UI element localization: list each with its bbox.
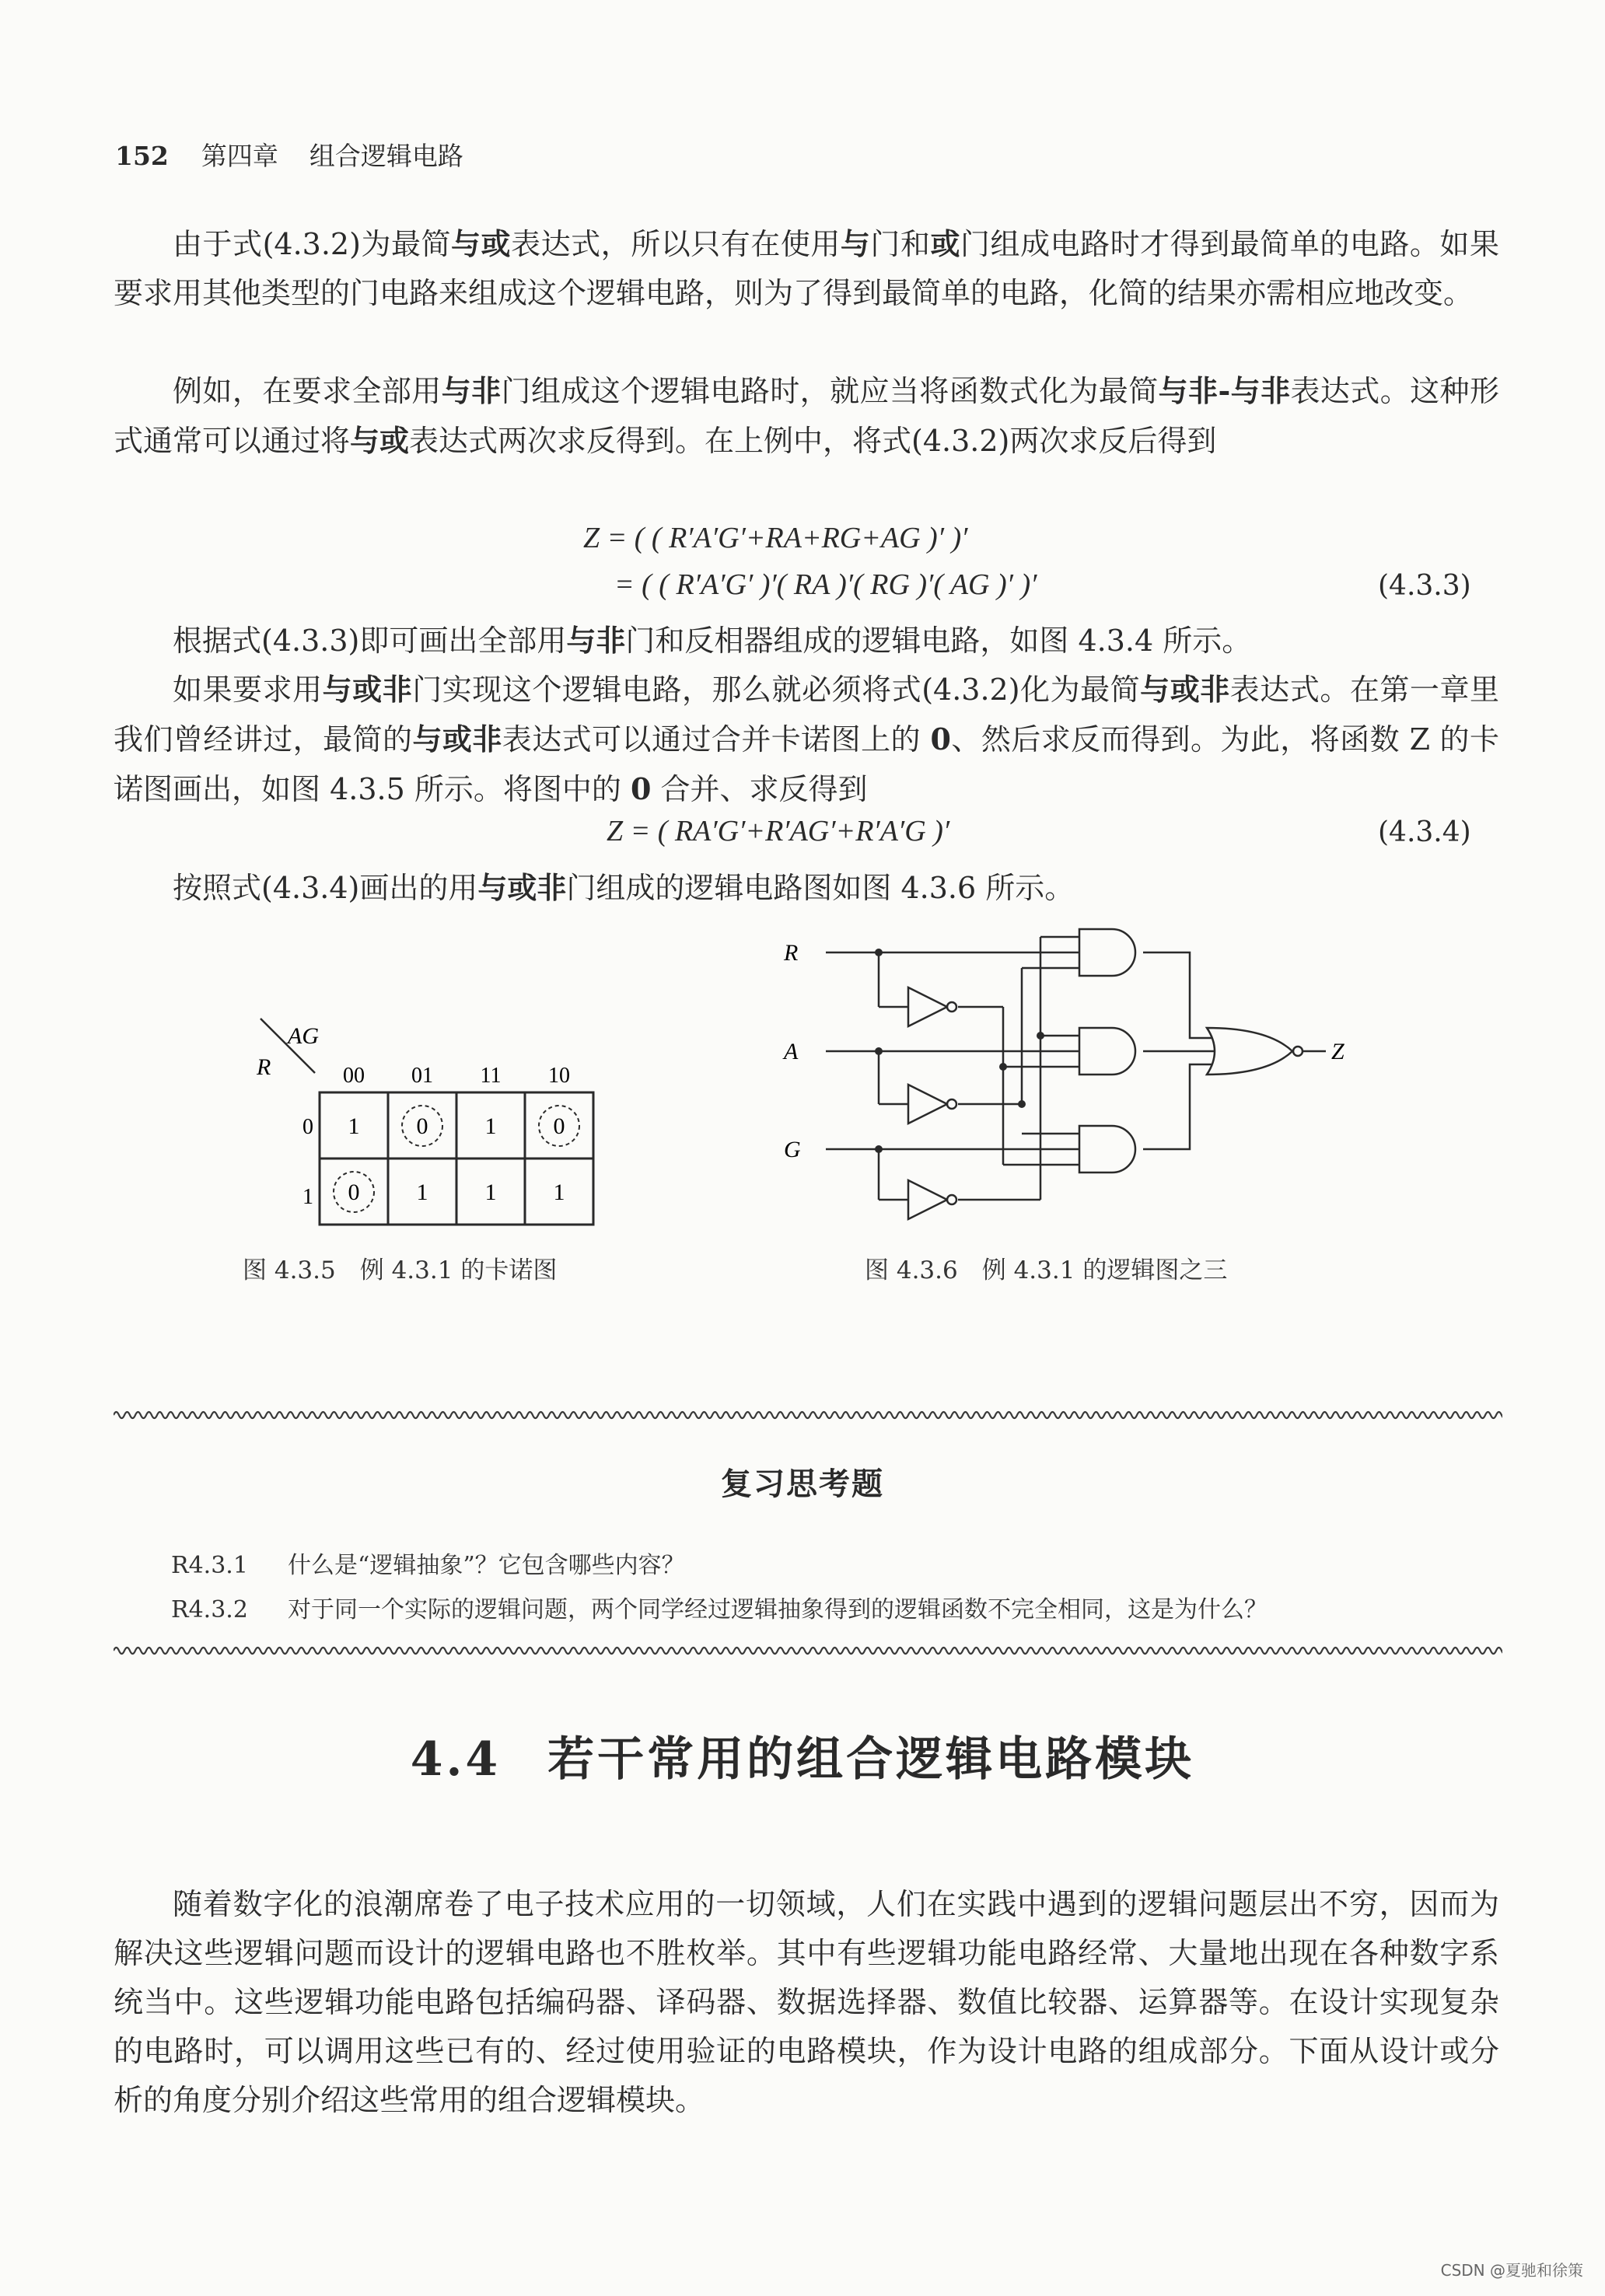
- wavy-divider-top: [114, 1407, 1502, 1423]
- inverter-a: [908, 1085, 947, 1124]
- section-title-text: 若干常用的组合逻辑电路模块: [547, 1732, 1195, 1787]
- page-number: 152: [115, 141, 169, 171]
- nor-gate: [1207, 1028, 1303, 1075]
- karnaugh-map: [241, 1003, 614, 1236]
- equation-4-3-4: Z = ( RA′G′+R′AG′+R′A′G )′: [607, 815, 950, 847]
- kmap-col-label: 10: [548, 1064, 570, 1088]
- running-header: [115, 136, 463, 173]
- logic-circuit: [770, 925, 1392, 1236]
- input-g-label: G: [784, 1137, 801, 1162]
- review-item-1: R4.3.1 什么是“逻辑抽象”？它包含哪些内容？: [171, 1552, 685, 1579]
- kmap-col-label: 00: [343, 1064, 365, 1088]
- review-title: 复习思考题: [721, 1466, 884, 1502]
- and-gate-1: [1079, 929, 1135, 976]
- chapter-label: 第四章: [201, 141, 278, 171]
- paragraph-3: 根据式(4.3.3)即可画出全部用与非门和反相器组成的逻辑电路，如图 4.3.4 所示。: [173, 623, 1252, 658]
- input-a-label: A: [784, 1039, 799, 1064]
- chapter-title: 组合逻辑电路: [309, 141, 463, 171]
- paragraph-4: 如果要求用与或非门实现这个逻辑电路，那么就必须将式(4.3.2)化为最简与或非表达式。在第一章里我们曾经讲过，最简的与或非表达式可以通过合并卡诺图上的 0、然后求反而得到。为此，将函数 Z 的卡诺图画出，如图 4.3.5 所示。将图中的 0 合并、求反得到: [114, 672, 1499, 806]
- output-z-label: Z: [1331, 1039, 1344, 1064]
- kmap-row-label: 0: [302, 1115, 313, 1139]
- kmap-col-label: 11: [480, 1064, 502, 1088]
- section-heading: [0, 1722, 1605, 1789]
- kmap-caption: 图 4.3.5 例 4.3.1 的卡诺图: [243, 1256, 558, 1284]
- kmap-cell: 1: [484, 1179, 497, 1205]
- equation-4-3-3-line2: = ( ( R′A′G′ )′( RA )′( RG )′( AG )′ )′: [614, 568, 1037, 601]
- input-r-label: R: [784, 940, 799, 966]
- wavy-divider-bottom: [114, 1643, 1502, 1658]
- kmap-row-label: 1: [302, 1185, 313, 1209]
- and-gate-3: [1079, 1126, 1135, 1172]
- equation-number-4-3-3: (4.3.3): [1378, 570, 1471, 602]
- kmap-cell: 0: [553, 1113, 565, 1139]
- paragraph-1: 由于式(4.3.2)为最简与或表达式，所以只有在使用与门和或门组成电路时才得到最简单的电路。如果要求用其他类型的门电路来组成这个逻辑电路，则为了得到最简单的电路，化简的结果亦需相应地改变。: [114, 226, 1499, 310]
- kmap-cell: 1: [553, 1179, 565, 1205]
- section-number: 4.4: [410, 1732, 502, 1787]
- paragraph-5: 按照式(4.3.4)画出的用与或非门组成的逻辑电路图如图 4.3.6 所示。: [173, 870, 1075, 905]
- kmap-cell: 0: [416, 1113, 428, 1139]
- kmap-row-var: R: [257, 1054, 271, 1080]
- and-gates: [1079, 929, 1135, 1172]
- equation-4-3-3-line1: Z = ( ( R′A′G′+RA+RG+AG )′ )′: [583, 522, 968, 554]
- review-item-2: R4.3.2 对于同一个实际的逻辑问题，两个同学经过逻辑抽象得到的逻辑函数不完全相同，这是为什么？: [171, 1596, 1268, 1623]
- kmap-cell: 1: [416, 1179, 428, 1205]
- kmap-col-var: AG: [288, 1023, 319, 1049]
- inverters: [908, 987, 956, 1219]
- kmap-col-label: 01: [411, 1064, 433, 1088]
- kmap-cell: 1: [348, 1113, 360, 1139]
- section-paragraph: 随着数字化的浪潮席卷了电子技术应用的一切领域，人们在实践中遇到的逻辑问题层出不穷，因而为解决这些逻辑问题而设计的逻辑电路也不胜枚举。其中有些逻辑功能电路经常、大量地出现在各种数字系统当中。这些逻辑功能电路包括编码器、译码器、数据选择器、数值比较器、运算器等。在设计实现复杂的电路时，可以调用这些已有的、经过使用验证的电路模块，作为设计电路的组成部分。下面从设计或分析的角度分别介绍这些常用的组合逻辑模块。: [114, 1887, 1499, 2117]
- inverter-r: [908, 987, 947, 1026]
- watermark: CSDN @夏驰和徐策: [1440, 2261, 1583, 2280]
- paragraph-2: 例如，在要求全部用与非门组成这个逻辑电路时，就应当将函数式化为最简与非-与非表达式。这种形式通常可以通过将与或表达式两次求反得到。在上例中，将式(4.3.2)两次求反后得到: [114, 373, 1499, 458]
- kmap-cell: 1: [484, 1113, 497, 1139]
- equation-number-4-3-4: (4.3.4): [1378, 816, 1471, 848]
- kmap-cell: 0: [348, 1179, 360, 1205]
- circuit-caption: 图 4.3.6 例 4.3.1 的逻辑图之三: [865, 1256, 1228, 1284]
- and-gate-2: [1079, 1028, 1135, 1075]
- kmap-col-labels: [343, 1064, 570, 1088]
- inverter-g: [908, 1180, 947, 1219]
- kmap-grid: [320, 1092, 593, 1225]
